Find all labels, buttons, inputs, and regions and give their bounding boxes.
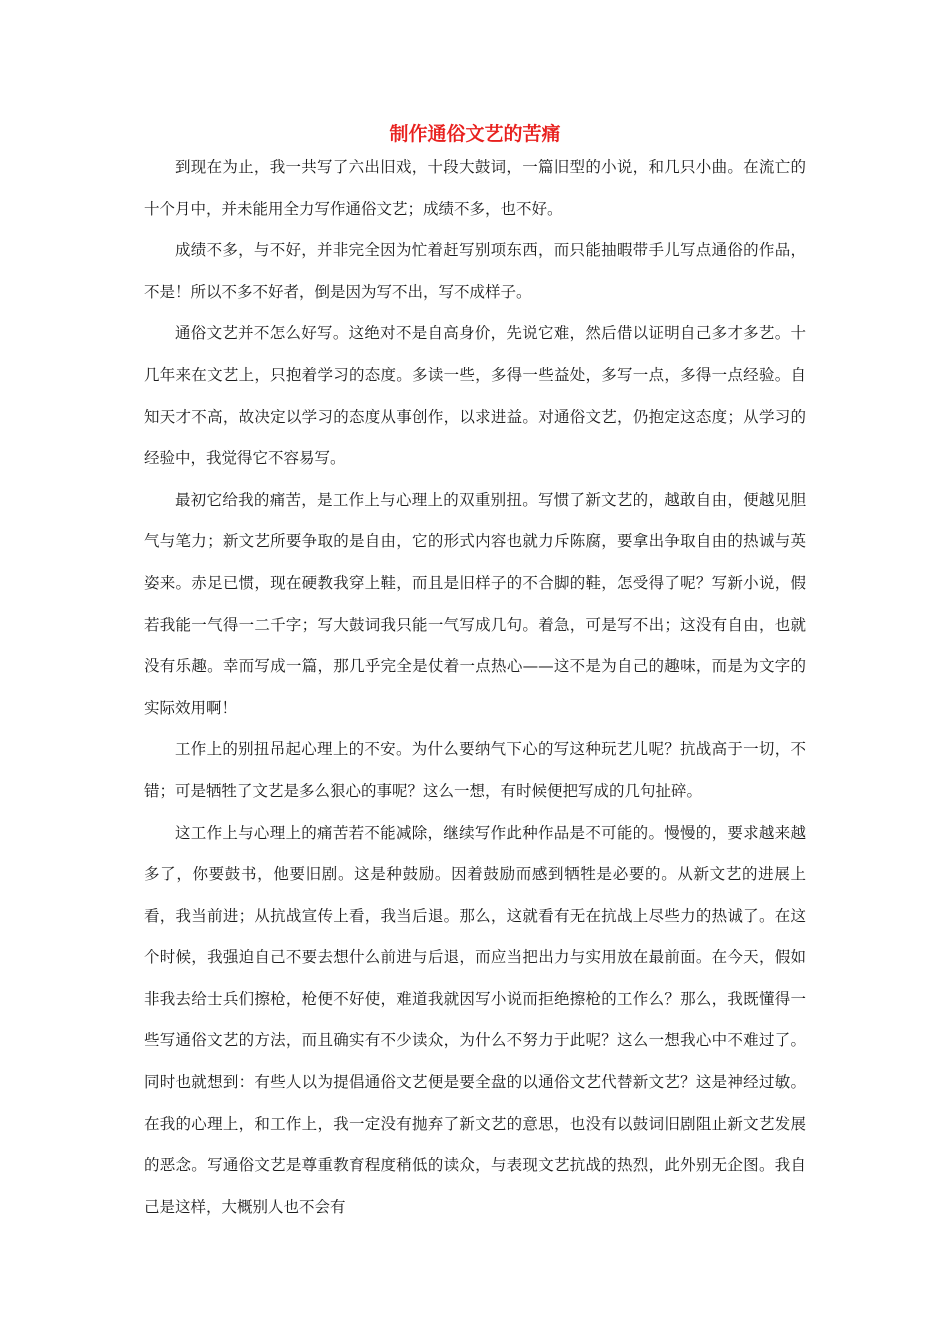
paragraph: 成绩不多，与不好，并非完全因为忙着赶写别项东西，而只能抽暇带手儿写点通俗的作品，不是！所以不多不好者，倒是因为写不出，写不成样子。 [144,241,806,301]
document-body [144,147,806,1228]
paragraph: 通俗文艺并不怎么好写。这绝对不是自高身价，先说它难，然后借以证明自己多才多艺。十几年来在文艺上，只抱着学习的态度。多读一些，多得一些益处，多写一点，多得一点经验。自知天才不高，故决定以学习的态度从事创作，以求进益。对通俗文艺，仍抱定这态度；从学习的经验中，我觉得它不容易写。 [144,324,806,468]
paragraph: 工作上的别扭吊起心理上的不安。为什么要纳气下心的写这种玩艺儿呢？抗战高于一切，不错；可是牺牲了文艺是多么狠心的事呢？这么一想，有时候便把写成的几句扯碎。 [144,740,806,800]
paragraph: 这工作上与心理上的痛苦若不能减除，继续写作此种作品是不可能的。慢慢的，要求越来越多了，你要鼓书，他要旧剧。这是种鼓励。因着鼓励而感到牺牲是必要的。从新文艺的进展上看，我当前进；从抗战宣传上看，我当后退。那么，这就看有无在抗战上尽些力的热诚了。在这个时候，我强迫自己不要去想什么前进与后退，而应当把出力与实用放在最前面。在今天，假如非我去给士兵们擦枪，枪便不好使，难道我就因写小说而拒绝擦枪的工作么？那么，我既懂得一些写通俗文艺的方法，而且确实有不少读众，为什么不努力于此呢？这么一想我心中不难过了。同时也就想到：有些人以为提倡通俗文艺便是要全盘的以通俗文艺代替新文艺？这是神经过敏。在我的心理上，和工作上，我一定没有抛弃了新文艺的意思，也没有以鼓词旧剧阻止新文艺发展的恶念。写通俗文艺是尊重教育程度稍低的读众，与表现文艺抗战的热烈，此外别无企图。我自己是这样，大概别人也不会有 [144,823,806,1216]
paragraph: 到现在为止，我一共写了六出旧戏，十段大鼓词，一篇旧型的小说，和几只小曲。在流亡的十个月中，并未能用全力写作通俗文艺；成绩不多，也不好。 [144,158,806,218]
paragraph: 最初它给我的痛苦，是工作上与心理上的双重别扭。写惯了新文艺的，越敢自由，便越见胆气与笔力；新文艺所要争取的是自由，它的形式内容也就力斥陈腐，要拿出争取自由的热诚与英姿来。赤足已惯，现在硬教我穿上鞋，而且是旧样子的不合脚的鞋，怎受得了呢？写新小说，假若我能一气得一二千字；写大鼓词我只能一气写成几句。着急，可是写不出；这没有自由，也就没有乐趣。幸而写成一篇，那几乎完全是仗着一点热心——这不是为自己的趣味，而是为文字的实际效用啊！ [144,490,806,717]
document-title: 制作通俗文艺的苦痛 [389,123,561,145]
